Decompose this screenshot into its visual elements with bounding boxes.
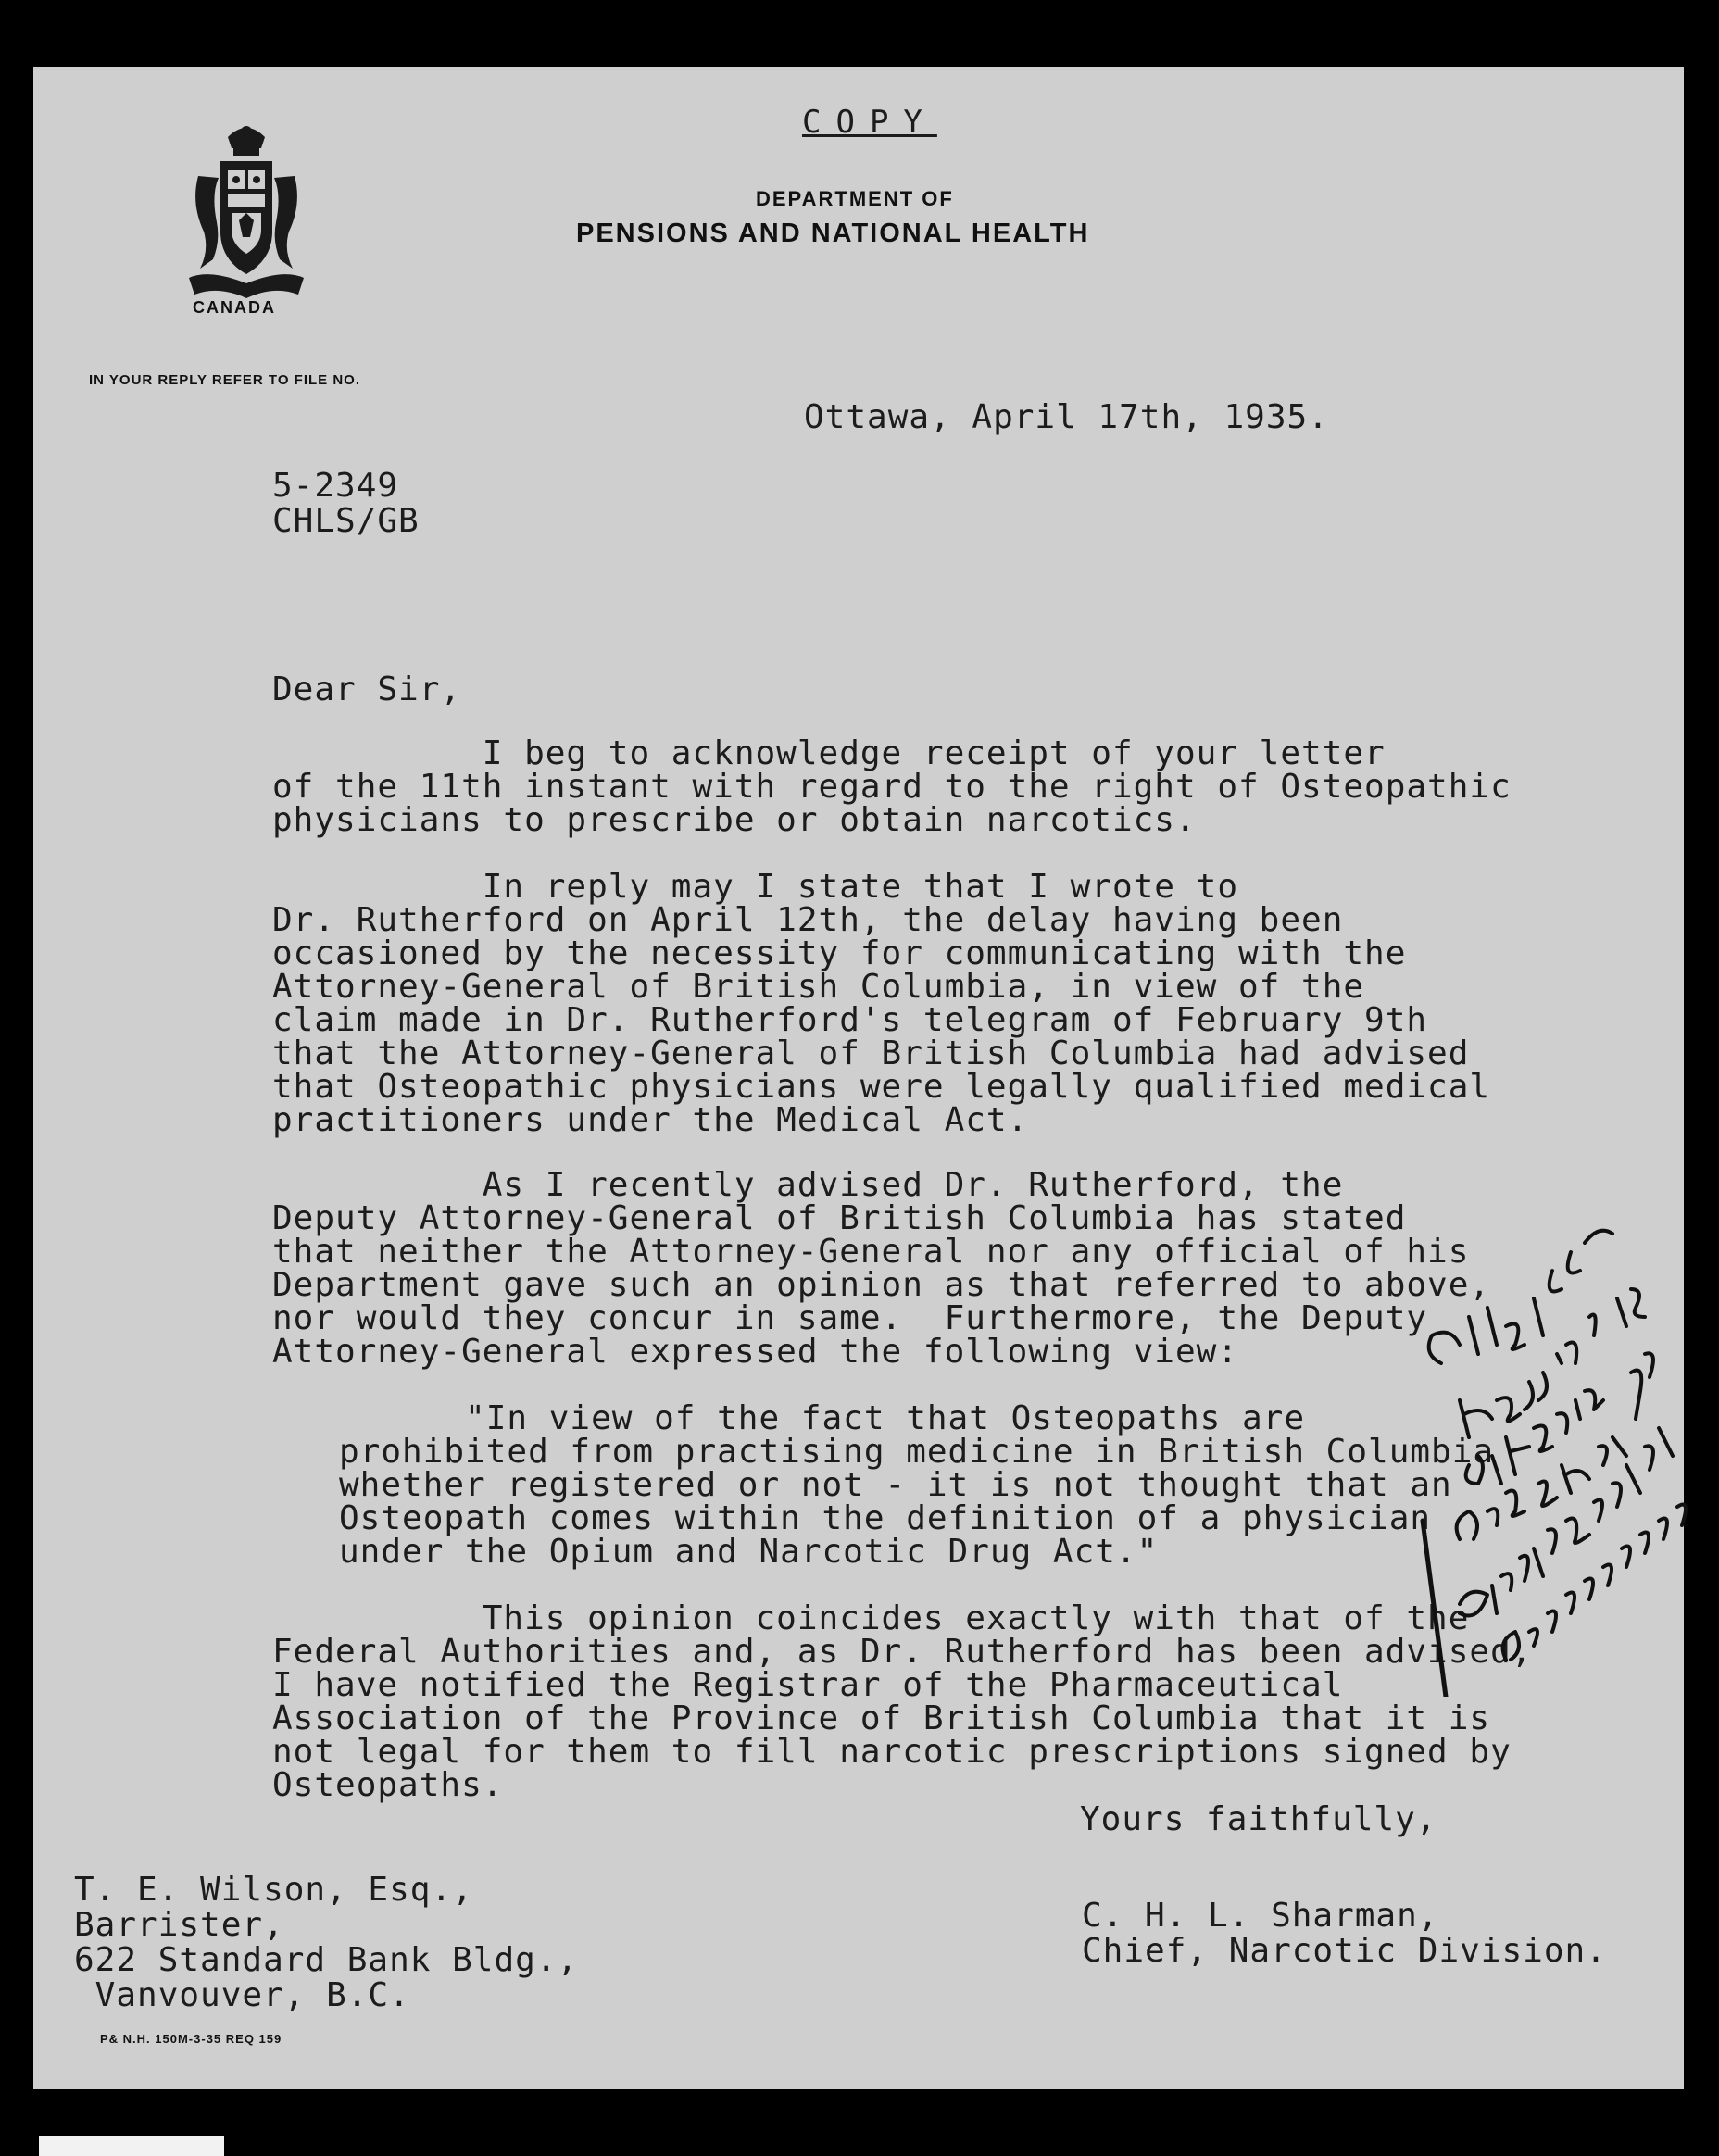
- salutation: Dear Sir,: [272, 671, 462, 708]
- department-line-2: PENSIONS AND NATIONAL HEALTH: [576, 219, 1090, 248]
- paragraph-line: Deputy Attorney-General of British Columbia has stated: [272, 1199, 1407, 1237]
- paragraph-line: I beg to acknowledge receipt of your letter: [272, 734, 1386, 772]
- signature-block: [1082, 1899, 1607, 1969]
- quote-line: prohibited from practising medicine in British Columbia: [339, 1433, 1495, 1471]
- paragraph-line: This opinion coincides exactly with that of the: [272, 1599, 1470, 1637]
- body-paragraph-2: [272, 868, 1491, 1139]
- paragraph-line: Attorney-General expressed the following view:: [272, 1333, 1238, 1371]
- paragraph-line: In reply may I state that I wrote to: [272, 868, 1238, 906]
- body-paragraph-1: [272, 734, 1512, 839]
- scan-margin-strip: [39, 2136, 224, 2156]
- paragraph-line: occasioned by the necessity for communicating with the: [272, 934, 1407, 972]
- paragraph-line: that Osteopathic physicians were legally qualified medical: [272, 1068, 1491, 1106]
- body-paragraph-4: [272, 1599, 1533, 1804]
- quote-line: whether registered or not - it is not thought that an: [339, 1466, 1452, 1504]
- addressee-block: [74, 1873, 578, 2013]
- department-line-1: DEPARTMENT OF: [756, 187, 954, 210]
- quote-line: Osteopath comes within the definition of a physician: [339, 1499, 1432, 1537]
- signatory-name: C. H. L. Sharman,: [1082, 1897, 1439, 1935]
- paragraph-line: Osteopaths.: [272, 1766, 504, 1804]
- paragraph-line: Association of the Province of British Columbia that it is: [272, 1699, 1491, 1737]
- paragraph-line: Dr. Rutherford on April 12th, the delay having been: [272, 901, 1344, 939]
- reply-reference-label: IN YOUR REPLY REFER TO FILE NO.: [89, 372, 360, 388]
- paragraph-line: practitioners under the Medical Act.: [272, 1101, 1029, 1139]
- addressee-line: Vanvouver, B.C.: [74, 1976, 410, 2014]
- letter-page: [33, 67, 1684, 2089]
- paragraph-line: of the 11th instant with regard to the right of Osteopathic: [272, 768, 1512, 806]
- paragraph-line: Attorney-General of British Columbia, in view of the: [272, 968, 1365, 1006]
- signatory-title: Chief, Narcotic Division.: [1082, 1932, 1607, 1970]
- quote-line: "In view of the fact that Osteopaths are: [339, 1399, 1305, 1437]
- paragraph-line: claim made in Dr. Rutherford's telegram of February 9th: [272, 1001, 1428, 1039]
- paragraph-line: As I recently advised Dr. Rutherford, the: [272, 1166, 1344, 1204]
- reference-initials: CHLS/GB: [272, 502, 420, 540]
- paragraph-line: that neither the Attorney-General nor any official of his: [272, 1233, 1470, 1271]
- addressee-line: Barrister,: [74, 1906, 284, 1944]
- file-number: 5-2349: [272, 467, 399, 505]
- addressee-line: 622 Standard Bank Bldg.,: [74, 1941, 579, 1979]
- paragraph-line: nor would they concur in same. Furthermore, the Deputy: [272, 1299, 1428, 1337]
- paragraph-line: not legal for them to fill narcotic prescriptions signed by: [272, 1733, 1512, 1771]
- annotation-text: Called to Hossick's attention as bad practice quote official correspondence 13/5: [1404, 1215, 1434, 1216]
- country-label: CANADA: [193, 298, 276, 317]
- copy-heading: COPY: [802, 104, 937, 141]
- paragraph-line: that the Attorney-General of British Columbia had advised: [272, 1034, 1470, 1072]
- quoted-opinion: [339, 1399, 1495, 1571]
- canada-crest-icon: [172, 120, 320, 306]
- addressee-line: T. E. Wilson, Esq.,: [74, 1871, 473, 1909]
- date-line: Ottawa, April 17th, 1935.: [804, 398, 1329, 436]
- quote-line: under the Opium and Narcotic Drug Act.": [339, 1533, 1159, 1571]
- paragraph-line: I have notified the Registrar of the Pharmaceutical: [272, 1666, 1344, 1704]
- closing: Yours faithfully,: [1080, 1800, 1437, 1838]
- paragraph-line: Federal Authorities and, as Dr. Rutherford has been advised,: [272, 1633, 1533, 1671]
- body-paragraph-3: [272, 1166, 1491, 1371]
- paragraph-line: physicians to prescribe or obtain narcotics.: [272, 801, 1197, 839]
- form-code: P& N.H. 150M-3-35 REQ 159: [100, 2032, 282, 2046]
- handwritten-annotation: [1404, 1215, 1710, 1697]
- paragraph-line: Department gave such an opinion as that referred to above,: [272, 1266, 1491, 1304]
